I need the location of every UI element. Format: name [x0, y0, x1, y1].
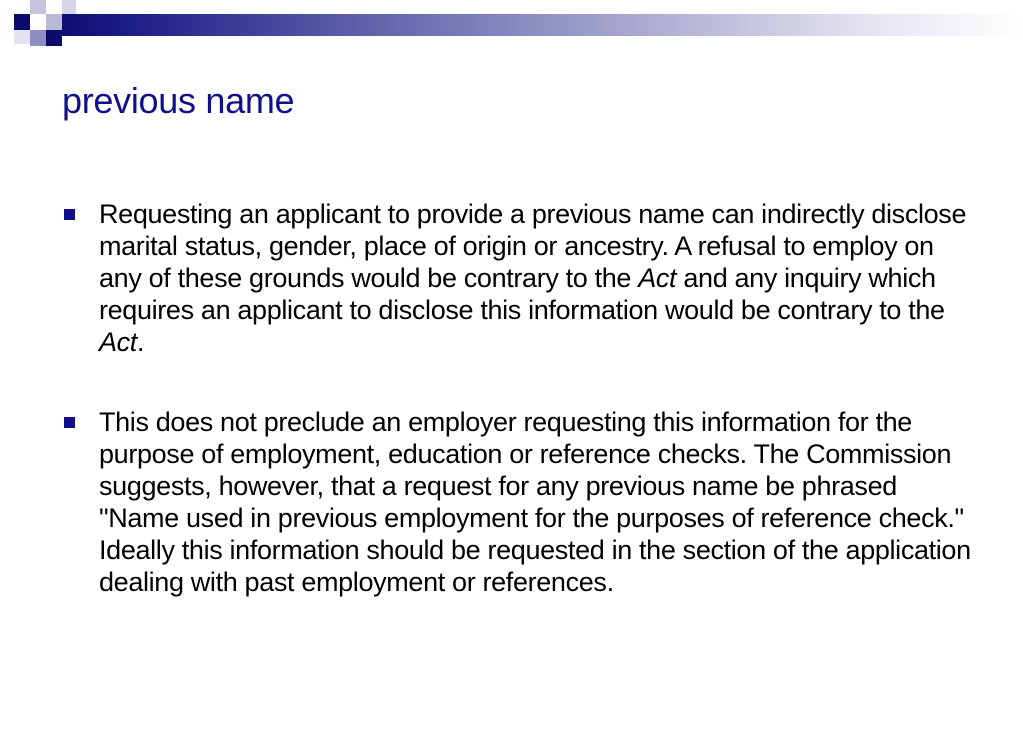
- act-emphasis: Act: [99, 327, 137, 357]
- decor-square: [30, 0, 46, 14]
- header-gradient-band: [48, 14, 1023, 36]
- decor-square: [14, 14, 30, 30]
- decor-square: [14, 30, 30, 44]
- slide-title: previous name: [62, 80, 295, 121]
- bullet-text: This does not preclude an employer requesting this information for the purpose of employment, education or reference checks. The Commission suggests, however, that a request for any previous name be phrased "Name used in previous employment for the purposes of reference check." Ideally this information should be requested in the section of the application dealing with past employment or references.: [99, 407, 971, 597]
- decor-square: [30, 30, 46, 46]
- act-emphasis: Act: [638, 263, 677, 293]
- bullet-list: [62, 198, 972, 598]
- square-bullet-icon: [64, 209, 75, 220]
- bullet-item: [62, 406, 972, 598]
- decor-square: [46, 30, 62, 46]
- bullet-item: [62, 198, 972, 358]
- square-bullet-icon: [64, 417, 75, 428]
- decor-square: [62, 0, 76, 14]
- bullet-text: Requesting an applicant to provide a previous name can indirectly disclose marital status, gender, place of origin or ancestry. A refusal to employ on any of these grounds would be contrary to the Act and any inquiry which requires an applicant to disclose this information would be contrary to the Act.: [99, 199, 967, 357]
- decor-square: [30, 14, 46, 30]
- decor-square: [46, 14, 62, 30]
